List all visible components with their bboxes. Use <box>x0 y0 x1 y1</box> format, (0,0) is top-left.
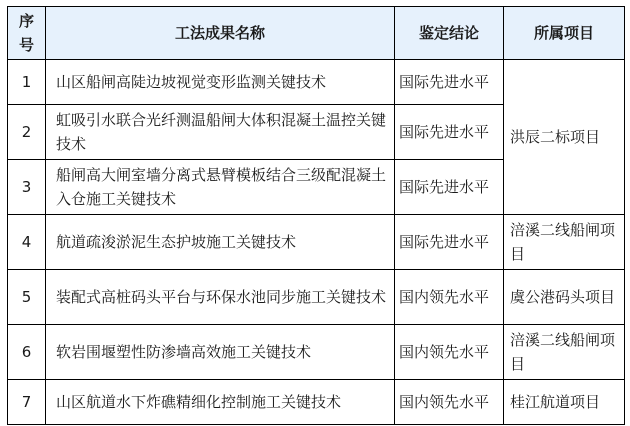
table-row <box>8 380 625 425</box>
row-verdict: 国内领先水平 <box>395 325 504 380</box>
table-row <box>8 270 625 325</box>
row-name: 山区航道水下炸礁精细化控制施工关键技术 <box>46 380 395 425</box>
header-project: 所属项目 <box>504 7 625 60</box>
row-no: 1 <box>8 60 46 105</box>
row-name: 软岩围堰塑性防渗墙高效施工关键技术 <box>46 325 395 380</box>
row-verdict: 国内领先水平 <box>395 380 504 425</box>
row-verdict: 国际先进水平 <box>395 215 504 270</box>
row-no: 2 <box>8 105 46 160</box>
row-no: 4 <box>8 215 46 270</box>
row-name: 船闸高大闸室墙分离式悬臂模板结合三级配混凝土入仓施工关键技术 <box>46 160 395 215</box>
row-name: 虹吸引水联合光纤测温船闸大体积混凝土温控关键技术 <box>46 105 395 160</box>
header-no: 序号 <box>8 7 46 60</box>
header-verdict: 鉴定结论 <box>395 7 504 60</box>
row-project: 涪溪二线船闸项目 <box>504 215 625 270</box>
table-row <box>8 215 625 270</box>
table-row <box>8 325 625 380</box>
table-row <box>8 60 625 105</box>
row-project: 虞公港码头项目 <box>504 270 625 325</box>
row-project-merged: 洪辰二标项目 <box>504 60 625 215</box>
row-verdict: 国内领先水平 <box>395 270 504 325</box>
row-verdict: 国际先进水平 <box>395 160 504 215</box>
table-header <box>8 7 625 60</box>
row-name: 山区船闸高陡边坡视觉变形监测关键技术 <box>46 60 395 105</box>
row-no: 7 <box>8 380 46 425</box>
header-name: 工法成果名称 <box>46 7 395 60</box>
row-name: 装配式高桩码头平台与环保水池同步施工关键技术 <box>46 270 395 325</box>
row-verdict: 国际先进水平 <box>395 60 504 105</box>
row-name: 航道疏浚淤泥生态护坡施工关键技术 <box>46 215 395 270</box>
row-no: 5 <box>8 270 46 325</box>
row-no: 6 <box>8 325 46 380</box>
achievements-table <box>7 6 625 425</box>
row-project: 桂江航道项目 <box>504 380 625 425</box>
row-project: 涪溪二线船闸项目 <box>504 325 625 380</box>
row-verdict: 国际先进水平 <box>395 105 504 160</box>
row-no: 3 <box>8 160 46 215</box>
